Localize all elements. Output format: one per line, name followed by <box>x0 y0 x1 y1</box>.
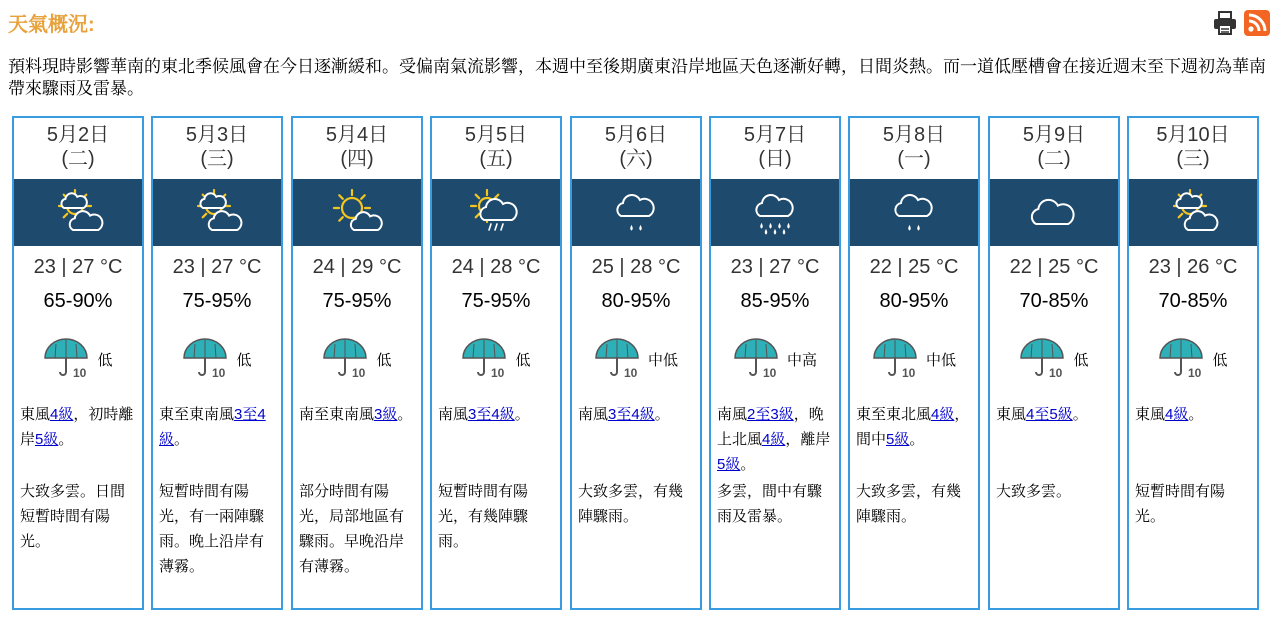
light-rain-icon <box>607 184 665 240</box>
rain-probability-label: 中低 <box>925 351 956 369</box>
wind-force-link[interactable]: 5級 <box>717 456 741 473</box>
forecast-day-card <box>570 116 702 610</box>
rain-probability <box>293 338 421 380</box>
wind-text: ，離岸 <box>785 431 831 448</box>
forecast-weekday: (五) <box>479 148 513 170</box>
sun-shower-icon <box>467 184 525 240</box>
rain-probability-label: 低 <box>376 351 392 369</box>
umbrella-icon <box>322 338 372 380</box>
wind-force-link[interactable]: 4級 <box>762 431 786 448</box>
temperature-range: 22 | 25 °C <box>869 256 959 278</box>
humidity-range: 80-95% <box>879 290 949 312</box>
weather-description: 大致多雲，有幾陣驟雨。 <box>856 483 962 525</box>
forecast-day-card <box>291 116 423 610</box>
umbrella-icon <box>182 338 232 380</box>
wind-text: 南風 <box>717 406 748 423</box>
forecast-date: 5月9日 <box>1022 124 1086 146</box>
page-title: 天氣概況: <box>8 14 95 36</box>
temperature-range: 23 | 27 °C <box>172 256 262 278</box>
forecast-weekday: (日) <box>758 148 792 170</box>
svg-text:10: 10 <box>1188 366 1202 380</box>
wind-text: 。 <box>397 406 413 423</box>
forecast-days <box>12 116 1266 612</box>
wind-text: 東至東北風 <box>856 406 932 423</box>
forecast-date: 5月8日 <box>882 124 946 146</box>
forecast-day-card <box>1127 116 1259 610</box>
humidity-range: 85-95% <box>740 290 810 312</box>
umbrella-icon <box>1019 338 1069 380</box>
wind-text: 。 <box>1188 406 1204 423</box>
temperature-range: 24 | 28 °C <box>451 256 541 278</box>
svg-text:10: 10 <box>1049 366 1063 380</box>
rain-probability <box>14 338 142 380</box>
umbrella-icon <box>43 338 93 380</box>
temperature-range: 23 | 27 °C <box>33 256 123 278</box>
wind-text: 東風 <box>1135 406 1166 423</box>
wind-forecast <box>1135 402 1253 427</box>
cloudy-icon <box>1025 184 1083 240</box>
wind-text: 東風 <box>996 406 1027 423</box>
sun-cloud-icon <box>1164 184 1222 240</box>
forecast-day-card <box>430 116 562 610</box>
svg-text:10: 10 <box>73 366 87 380</box>
wind-force-link[interactable]: 3至4級 <box>608 406 655 423</box>
forecast-weekday: (二) <box>1037 148 1071 170</box>
wind-forecast <box>438 402 556 427</box>
forecast-date: 5月7日 <box>743 124 807 146</box>
weather-description: 大致多雲。 <box>996 483 1072 500</box>
wind-force-link[interactable]: 2至3級 <box>747 406 794 423</box>
svg-text:10: 10 <box>901 366 916 380</box>
umbrella-icon <box>461 338 511 380</box>
wind-force-link[interactable]: 4至5級 <box>1026 406 1073 423</box>
wind-text: 。 <box>514 406 530 423</box>
heavy-rain-icon <box>746 184 804 240</box>
forecast-weekday: (二) <box>61 148 95 170</box>
wind-force-link[interactable]: 4級 <box>931 406 955 423</box>
forecast-date: 5月2日 <box>46 124 110 146</box>
svg-text:10: 10 <box>623 366 638 380</box>
humidity-range: 65-90% <box>43 290 113 312</box>
weather-description: 短暫時間有陽光，有幾陣驟雨。 <box>438 483 529 550</box>
weather-icon-band <box>432 179 560 246</box>
forecast-weekday: (三) <box>200 148 234 170</box>
wind-forecast <box>299 402 417 427</box>
wind-force-link[interactable]: 5級 <box>35 431 59 448</box>
wind-text: 南風 <box>438 406 469 423</box>
forecast-day-card <box>848 116 980 610</box>
header <box>8 8 1270 38</box>
svg-text:10: 10 <box>212 366 226 380</box>
wind-forecast <box>20 402 138 452</box>
wind-text: 。 <box>654 406 670 423</box>
forecast-day-card <box>12 116 144 610</box>
humidity-range: 75-95% <box>322 290 392 312</box>
wind-force-link[interactable]: 3至4級 <box>468 406 515 423</box>
sun-cloud-icon <box>188 184 246 240</box>
rain-probability <box>711 338 839 380</box>
forecast-weekday: (三) <box>1176 148 1210 170</box>
wind-text: 東至東南風 <box>159 406 235 423</box>
weather-icon-band <box>850 179 978 246</box>
umbrella-icon <box>872 338 922 380</box>
rain-probability <box>432 338 560 380</box>
forecast-weekday: (六) <box>619 148 653 170</box>
rain-probability-label: 中高 <box>786 351 817 369</box>
wind-text: ，晚上北風 <box>717 406 824 448</box>
wind-text: 。 <box>909 431 925 448</box>
wind-text: ，間中 <box>856 406 970 448</box>
rain-probability <box>572 338 700 380</box>
weather-description: 部分時間有陽光，局部地區有驟雨。早晚沿岸有薄霧。 <box>299 483 405 575</box>
humidity-range: 70-85% <box>1158 290 1228 312</box>
temperature-range: 23 | 26 °C <box>1148 256 1238 278</box>
wind-forecast <box>996 402 1114 427</box>
weather-icon-band <box>711 179 839 246</box>
rain-probability-label: 低 <box>1073 351 1089 369</box>
humidity-range: 75-95% <box>182 290 252 312</box>
wind-forecast <box>159 402 277 452</box>
wind-force-link[interactable]: 5級 <box>886 431 910 448</box>
forecast-weekday: (四) <box>340 148 374 170</box>
weather-description: 大致多雲，有幾陣驟雨。 <box>578 483 684 525</box>
forecast-date: 5月10日 <box>1156 124 1230 146</box>
svg-text:10: 10 <box>762 366 777 380</box>
header-icons <box>1212 10 1270 36</box>
wind-force-link[interactable]: 3至4級 <box>159 406 266 448</box>
wind-forecast <box>717 402 835 477</box>
wind-text: 南風 <box>578 406 609 423</box>
weather-icon-band <box>14 179 142 246</box>
rain-probability <box>153 338 281 380</box>
temperature-range: 24 | 29 °C <box>312 256 402 278</box>
weather-icon-band <box>293 179 421 246</box>
wind-text: 。 <box>58 431 74 448</box>
weather-icon-band <box>153 179 281 246</box>
rain-probability-label: 中低 <box>647 351 678 369</box>
svg-text:10: 10 <box>352 366 366 380</box>
wind-text: 東風 <box>20 406 51 423</box>
forecast-day-card <box>709 116 841 610</box>
umbrella-icon <box>594 338 644 380</box>
wind-text: 。 <box>1072 406 1088 423</box>
forecast-day-card <box>988 116 1120 610</box>
temperature-range: 25 | 28 °C <box>591 256 681 278</box>
weather-icon-band <box>572 179 700 246</box>
wind-text: 。 <box>174 431 190 448</box>
weather-icon-band <box>990 179 1118 246</box>
forecast-date: 5月6日 <box>604 124 668 146</box>
rain-probability <box>850 338 978 380</box>
rain-probability <box>990 338 1118 380</box>
printer-icon[interactable] <box>1212 10 1238 36</box>
wind-text: ，初時離岸 <box>20 406 134 448</box>
sunny-intervals-icon <box>328 184 386 240</box>
weather-description: 多雲，間中有驟雨及雷暴。 <box>717 483 823 525</box>
wind-forecast <box>578 402 696 427</box>
forecast-date: 5月4日 <box>325 124 389 146</box>
humidity-range: 80-95% <box>601 290 671 312</box>
weather-description: 大致多雲。日間短暫時間有陽光。 <box>20 483 126 550</box>
forecast-date: 5月3日 <box>185 124 249 146</box>
wind-forecast <box>856 402 974 452</box>
rain-probability-label: 低 <box>1212 351 1228 369</box>
wind-text: 南至東南風 <box>299 406 375 423</box>
wind-text: 。 <box>740 456 756 473</box>
umbrella-icon <box>733 338 783 380</box>
weather-icon-band <box>1129 179 1257 246</box>
weather-description: 短暫時間有陽光，有一兩陣驟雨。晚上沿岸有薄霧。 <box>159 483 265 575</box>
umbrella-icon <box>1158 338 1208 380</box>
rain-probability-label: 低 <box>515 351 531 369</box>
forecast-day-card <box>151 116 283 610</box>
wind-force-link[interactable]: 3級 <box>374 406 398 423</box>
humidity-range: 75-95% <box>461 290 531 312</box>
rain-probability-label: 低 <box>236 351 252 369</box>
weather-description: 短暫時間有陽光。 <box>1135 483 1226 525</box>
wind-force-link[interactable]: 4級 <box>50 406 74 423</box>
svg-text:10: 10 <box>491 366 505 380</box>
rss-icon[interactable] <box>1244 10 1270 36</box>
sun-cloud-icon <box>49 184 107 240</box>
light-rain-icon <box>885 184 943 240</box>
forecast-weekday: (一) <box>897 148 931 170</box>
rain-probability-label: 低 <box>97 351 113 369</box>
forecast-date: 5月5日 <box>464 124 528 146</box>
wind-force-link[interactable]: 4級 <box>1165 406 1189 423</box>
weather-summary: 預料現時影響華南的東北季候風會在今日逐漸緩和。受偏南氣流影響，本週中至後期廣東沿岸地區天色逐漸好轉，日間炎熱。而一道低壓槽會在接近週末至下週初為華南帶來驟雨及雷暴。 <box>8 57 1266 98</box>
temperature-range: 22 | 25 °C <box>1009 256 1099 278</box>
temperature-range: 23 | 27 °C <box>730 256 820 278</box>
rain-probability <box>1129 338 1257 380</box>
humidity-range: 70-85% <box>1019 290 1089 312</box>
